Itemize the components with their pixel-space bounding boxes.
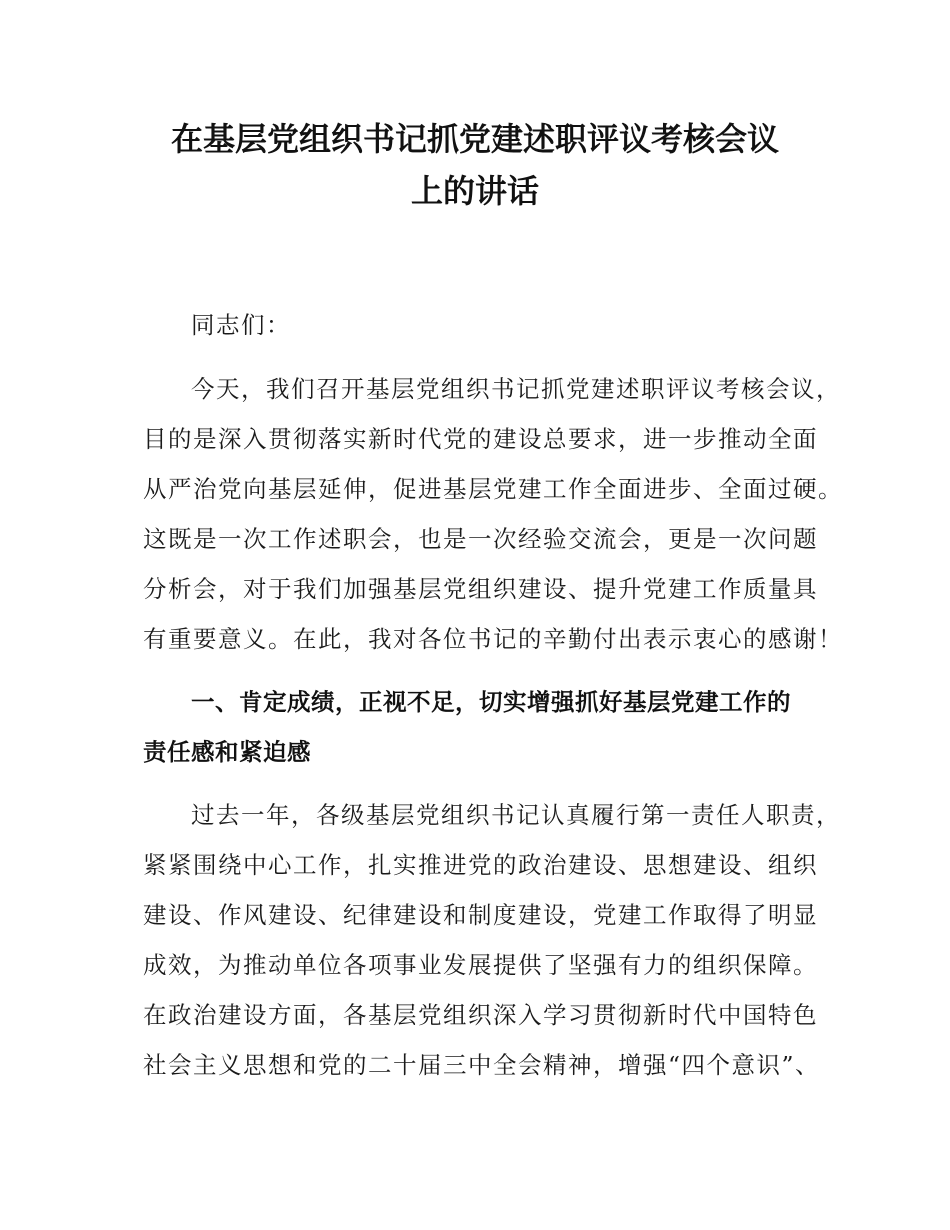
title-line-2: 上的讲话 [410, 172, 539, 210]
paragraph-line: 紧紧围绕中心工作，扎实推进党的政治建设、思想建设、组织 [143, 851, 818, 879]
paragraph-line: 过去一年，各级基层党组织书记认真履行第一责任人职责， [191, 801, 841, 829]
paragraph-line: 目的是深入贯彻落实新时代党的建设总要求，进一步推动全面 [143, 425, 818, 453]
paragraph-line: 这既是一次工作述职会，也是一次经验交流会，更是一次问题 [143, 525, 818, 553]
paragraph-line: 今天，我们召开基层党组织书记抓党建述职评议考核会议， [191, 375, 841, 403]
paragraph-intro [143, 364, 843, 664]
heading-line: 一、肯定成绩，正视不足，切实增强抓好基层党建工作的 [191, 688, 791, 716]
paragraph-line: 从严治党向基层延伸，促进基层党建工作全面进步、全面过硬。 [143, 475, 843, 503]
paragraph-line: 建设、作风建设、纪律建设和制度建设，党建工作取得了明显 [143, 901, 818, 929]
paragraph-line: 在政治建设方面，各基层党组织深入学习贯彻新时代中国特色 [143, 1001, 818, 1029]
paragraph-line: 成效，为推动单位各项事业发展提供了坚强有力的组织保障。 [143, 951, 818, 979]
paragraph-line: 分析会，对于我们加强基层党组织建设、提升党建工作质量具 [143, 575, 818, 603]
paragraph-line: 社会主义思想和党的二十届三中全会精神，增强“四个意识”、 [143, 1051, 821, 1079]
title-line-1: 在基层党组织书记抓党建述职评议考核会议 [170, 120, 779, 158]
document-title [0, 113, 950, 217]
salutation-block [143, 300, 833, 350]
heading-line: 责任感和紧迫感 [143, 738, 311, 766]
section-heading-1 [143, 677, 833, 777]
salutation: 同志们： [191, 311, 291, 339]
paragraph-line: 有重要意义。在此，我对各位书记的辛勤付出表示衷心的感谢！ [143, 625, 843, 653]
paragraph-achievements [143, 790, 841, 1090]
